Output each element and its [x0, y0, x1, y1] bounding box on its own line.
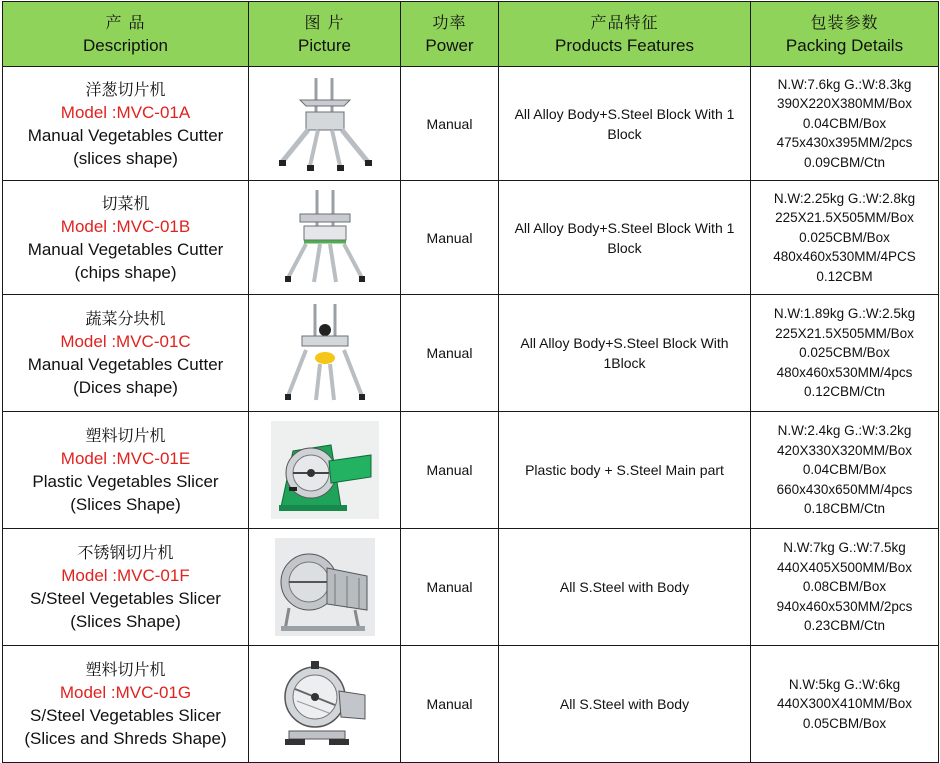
product-name-cn: 塑料切片机 [85, 426, 166, 445]
packing-line: N.W:7.6kg G.:W:8.3kg [777, 76, 912, 92]
power-cell: Manual [401, 67, 499, 181]
packing-cell [751, 646, 939, 763]
packing-line: 225X21.5X505MM/Box [775, 325, 914, 341]
product-name-cn: 洋葱切片机 [85, 79, 166, 99]
header-features-cn: 产品特征 [590, 13, 659, 32]
packing-line: N.W:7kg G.:W:7.5kg [783, 540, 906, 556]
packing-line: 0.23CBM/Ctn [803, 618, 886, 634]
onion-slicer-image [270, 72, 380, 176]
packing-line: N.W:5kg G.:W:6kg [788, 676, 901, 692]
features-cell: All Alloy Body+S.Steel Block With 1 Block [499, 67, 751, 181]
steel-slicer-image [275, 538, 375, 636]
picture-cell [249, 181, 401, 295]
picture-cell [249, 529, 401, 646]
picture-cell [249, 646, 401, 763]
power-cell: Manual [401, 529, 499, 646]
features-cell: All Alloy Body+S.Steel Block With 1 Block [499, 181, 751, 295]
dicer-image [280, 300, 370, 406]
features-cell: Plastic body + S.Steel Main part [499, 412, 751, 529]
packing-line: N.W:2.4kg G.:W:3.2kg [777, 423, 912, 439]
description-cell [3, 529, 249, 646]
packing-line: N.W:2.25kg G.:W:2.8kg [773, 190, 916, 206]
header-row [3, 2, 939, 67]
power-cell: Manual [401, 646, 499, 763]
packing-line: 0.12CBM/Ctn [803, 384, 886, 400]
packing-cell [751, 412, 939, 529]
packing-line: 0.08CBM/Box [802, 579, 887, 595]
header-picture [249, 2, 401, 67]
picture-cell [249, 412, 401, 529]
header-description [3, 2, 249, 67]
packing-line: 0.18CBM/Ctn [803, 501, 886, 517]
product-name-en: S/Steel Vegetables Slicer [30, 706, 221, 725]
header-description-en: Description [82, 36, 169, 55]
packing-line: 420X330X320MM/Box [776, 442, 913, 458]
product-name-en: S/Steel Vegetables Slicer [30, 589, 221, 608]
table-row [3, 412, 939, 529]
header-description-cn: 产 品 [105, 13, 146, 32]
power-cell: Manual [401, 412, 499, 529]
product-shape: (Slices Shape) [70, 612, 181, 631]
packing-line: 0.12CBM [816, 268, 873, 284]
description-cell [3, 646, 249, 763]
packing-line: N.W:1.89kg G.:W:2.5kg [773, 306, 916, 322]
description-cell [3, 67, 249, 181]
model-number: Model :MVC-01F [61, 566, 190, 585]
table-row [3, 529, 939, 646]
picture-cell [249, 67, 401, 181]
packing-line: 0.025CBM/Box [799, 345, 890, 361]
packing-cell [751, 295, 939, 412]
table-row [3, 181, 939, 295]
header-power-cn: 功率 [432, 13, 467, 32]
packing-line: 480x460x530MM/4pcs [776, 364, 913, 380]
features-cell: All Alloy Body+S.Steel Block With 1Block [499, 295, 751, 412]
model-number: Model :MVC-01G [59, 683, 192, 702]
header-picture-en: Picture [298, 36, 351, 55]
packing-line: 225X21.5X505MM/Box [775, 210, 914, 226]
description-cell [3, 181, 249, 295]
table-row [3, 646, 939, 763]
table-row [3, 67, 939, 181]
description-cell [3, 295, 249, 412]
packing-line: 440X300X410MM/Box [776, 696, 913, 712]
header-picture-cn: 图 片 [304, 13, 345, 32]
header-packing [751, 2, 939, 67]
packing-line: 0.04CBM/Box [802, 115, 887, 131]
product-name-cn: 蔬菜分块机 [85, 309, 166, 328]
packing-line: 480x460x530MM/4PCS [773, 249, 916, 265]
header-power-en: Power [425, 36, 474, 55]
product-shape: (chips shape) [74, 262, 177, 282]
table-row [3, 295, 939, 412]
header-features [499, 2, 751, 67]
power-cell: Manual [401, 181, 499, 295]
model-number: Model :MVC-01C [60, 332, 191, 351]
product-shape: (Slices and Shreds Shape) [24, 729, 227, 748]
packing-line: 0.025CBM/Box [799, 229, 890, 245]
model-number: Model :MVC-01A [60, 102, 191, 122]
description-cell [3, 412, 249, 529]
product-shape: (Slices Shape) [70, 495, 181, 514]
picture-cell [249, 295, 401, 412]
packing-cell [751, 529, 939, 646]
packing-line: 390X220X380MM/Box [776, 96, 913, 112]
features-cell: All S.Steel with Body [499, 529, 751, 646]
product-shape: (Dices shape) [73, 378, 178, 397]
packing-line: 440X405X500MM/Box [776, 559, 913, 575]
packing-line: 940x460x530MM/2pcs [776, 598, 913, 614]
packing-line: 660x430x650MM/4pcs [776, 481, 913, 497]
product-name-cn: 不锈钢切片机 [77, 543, 174, 562]
packing-line: 0.04CBM/Box [802, 462, 887, 478]
product-name-en: Manual Vegetables Cutter [27, 239, 224, 259]
product-name-en: Manual Vegetables Cutter [27, 355, 224, 374]
packing-line: 475x430x395MM/2pcs [776, 135, 913, 151]
slicer-shredder-image [279, 655, 371, 753]
product-spec-table [2, 1, 939, 763]
chips-cutter-image [280, 186, 370, 290]
header-packing-cn: 包装参数 [810, 13, 879, 32]
product-name-en: Manual Vegetables Cutter [27, 125, 224, 145]
packing-cell [751, 67, 939, 181]
product-name-cn: 塑料切片机 [85, 660, 166, 679]
power-cell: Manual [401, 295, 499, 412]
packing-line: 0.05CBM/Box [802, 715, 887, 731]
header-power [401, 2, 499, 67]
product-name-cn: 切菜机 [101, 193, 150, 213]
packing-cell [751, 181, 939, 295]
plastic-slicer-image [271, 421, 379, 519]
packing-line: 0.09CBM/Ctn [803, 154, 886, 170]
product-name-en: Plastic Vegetables Slicer [32, 472, 219, 491]
header-features-en: Products Features [555, 36, 694, 55]
features-cell: All S.Steel with Body [499, 646, 751, 763]
model-number: Model :MVC-01E [60, 449, 191, 468]
product-shape: (slices shape) [73, 148, 178, 168]
header-packing-en: Packing Details [785, 36, 904, 55]
model-number: Model :MVC-01B [60, 216, 191, 236]
